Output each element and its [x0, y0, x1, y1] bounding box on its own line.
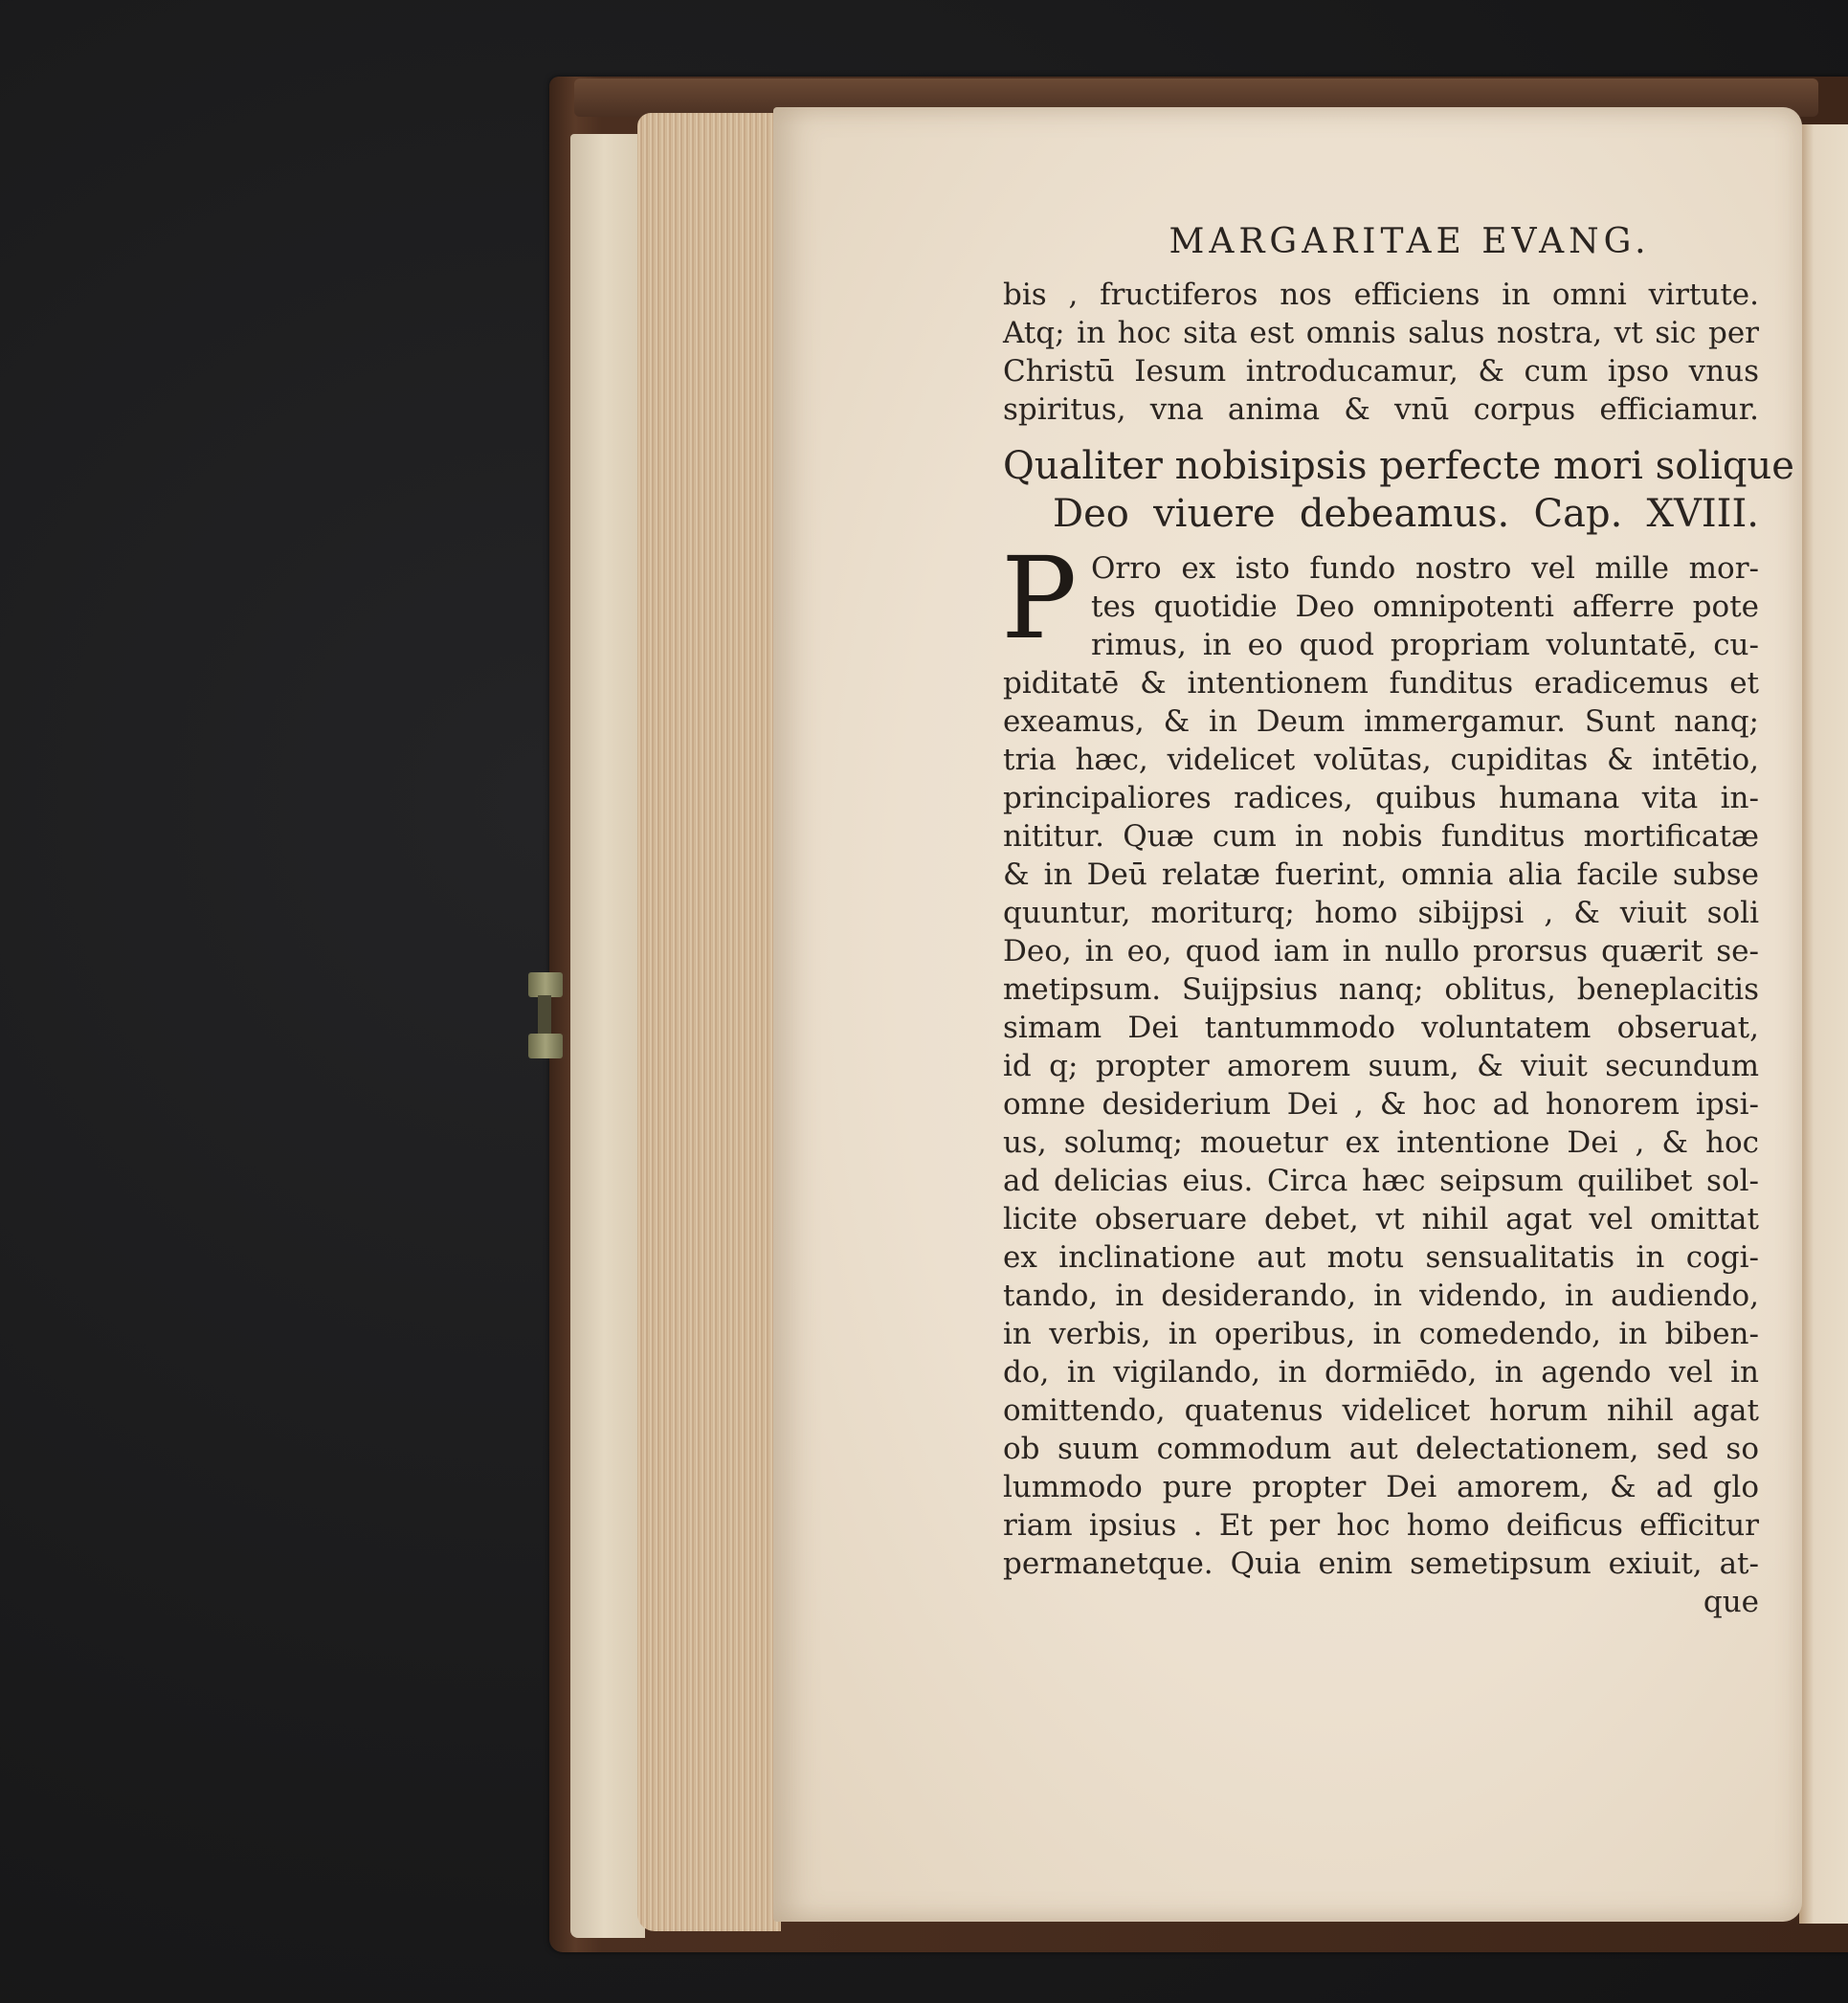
- drop-cap-initial: P: [1001, 532, 1078, 664]
- page-text-block: [1001, 222, 1794, 1621]
- intro-paragraph: [1003, 276, 1759, 429]
- text-line: licite obseruare debet, vt nihil agat vel omittat: [1003, 1202, 1759, 1236]
- chapter-title-line: Deo viuere debeamus. Cap. XVIII.: [1053, 492, 1759, 536]
- catchword: que: [1703, 1585, 1759, 1619]
- text-line: ad delicias eius. Circa hæc seipsum quilibet sol-: [1003, 1164, 1759, 1198]
- text-line: Orro ex isto fundo nostro vel mille mor-: [1091, 551, 1759, 586]
- text-line: permanetque. Quia enim semetipsum exiuit, at-: [1003, 1547, 1759, 1581]
- text-line: ob suum commodum aut delectationem, sed so: [1003, 1432, 1759, 1466]
- text-line: spiritus, vna anima & vnū corpus efficiamur.: [1003, 392, 1759, 427]
- text-line: ex inclinatione aut motu sensualitatis in cogi-: [1003, 1240, 1759, 1275]
- text-line: & in Deū relatæ fuerint, omnia alia facile subse: [1003, 857, 1759, 892]
- text-line: metipsum. Suijpsius nanq; oblitus, beneplacitis: [1003, 972, 1759, 1007]
- book-clasp: [528, 968, 567, 1064]
- clasp-pin-upper: [528, 972, 563, 997]
- flyleaf-edge: [570, 134, 645, 1938]
- text-line: tes quotidie Deo omnipotenti afferre pote: [1091, 590, 1759, 624]
- text-line: Deo, in eo, quod iam in nullo prorsus quærit se-: [1003, 934, 1759, 968]
- text-line: in verbis, in operibus, in comedendo, in biben-: [1003, 1317, 1759, 1351]
- text-line: Christū Iesum introducamur, & cum ipso vnus: [1003, 354, 1759, 389]
- text-line: do, in vigilando, in dormiēdo, in agendo vel in: [1003, 1355, 1759, 1390]
- running-head: MARGARITAE EVANG.: [1169, 222, 1651, 261]
- text-line: omittendo, quatenus videlicet horum nihil agat: [1003, 1393, 1759, 1428]
- text-line: exeamus, & in Deum immergamur. Sunt nanq;: [1003, 704, 1759, 739]
- text-line: principaliores radices, quibus humana vita in-: [1003, 781, 1759, 815]
- text-line: tria hæc, videlicet volūtas, cupiditas & intētio,: [1003, 743, 1759, 777]
- text-line: bis , fructiferos nos efficiens in omni virtute.: [1003, 278, 1759, 312]
- clasp-stem: [538, 995, 551, 1035]
- page-edge-stack: [637, 113, 781, 1931]
- clasp-pin-lower: [528, 1034, 563, 1058]
- text-line: rimus, in eo quod propriam voluntatē, cu-: [1091, 628, 1759, 662]
- text-line: us, solumq; mouetur ex intentione Dei , & hoc: [1003, 1125, 1759, 1160]
- text-line: tando, in desiderando, in videndo, in audiendo,: [1003, 1279, 1759, 1313]
- text-line: nititur. Quæ cum in nobis funditus mortificatæ: [1003, 819, 1759, 854]
- facing-page-sliver: [1799, 124, 1848, 1924]
- chapter-body: [1001, 532, 1759, 1621]
- text-line: simam Dei tantummodo voluntatem obseruat,: [1003, 1011, 1759, 1045]
- text-line: Atq; in hoc sita est omnis salus nostra, vt sic per: [1003, 316, 1759, 350]
- text-line: id q; propter amorem suum, & viuit secundum: [1003, 1049, 1759, 1083]
- text-line: quuntur, moriturq; homo sibijpsi , & viuit soli: [1003, 896, 1759, 930]
- text-line: riam ipsius . Et per hoc homo deificus efficitur: [1003, 1508, 1759, 1543]
- text-line: piditatē & intentionem funditus eradicemus et: [1003, 666, 1759, 701]
- text-line: lummodo pure propter Dei amorem, & ad glo: [1003, 1470, 1759, 1504]
- chapter-title-line: Qualiter nobisipsis perfecte mori solique: [1003, 444, 1794, 488]
- text-line: omne desiderium Dei , & hoc ad honorem ipsi-: [1003, 1087, 1759, 1122]
